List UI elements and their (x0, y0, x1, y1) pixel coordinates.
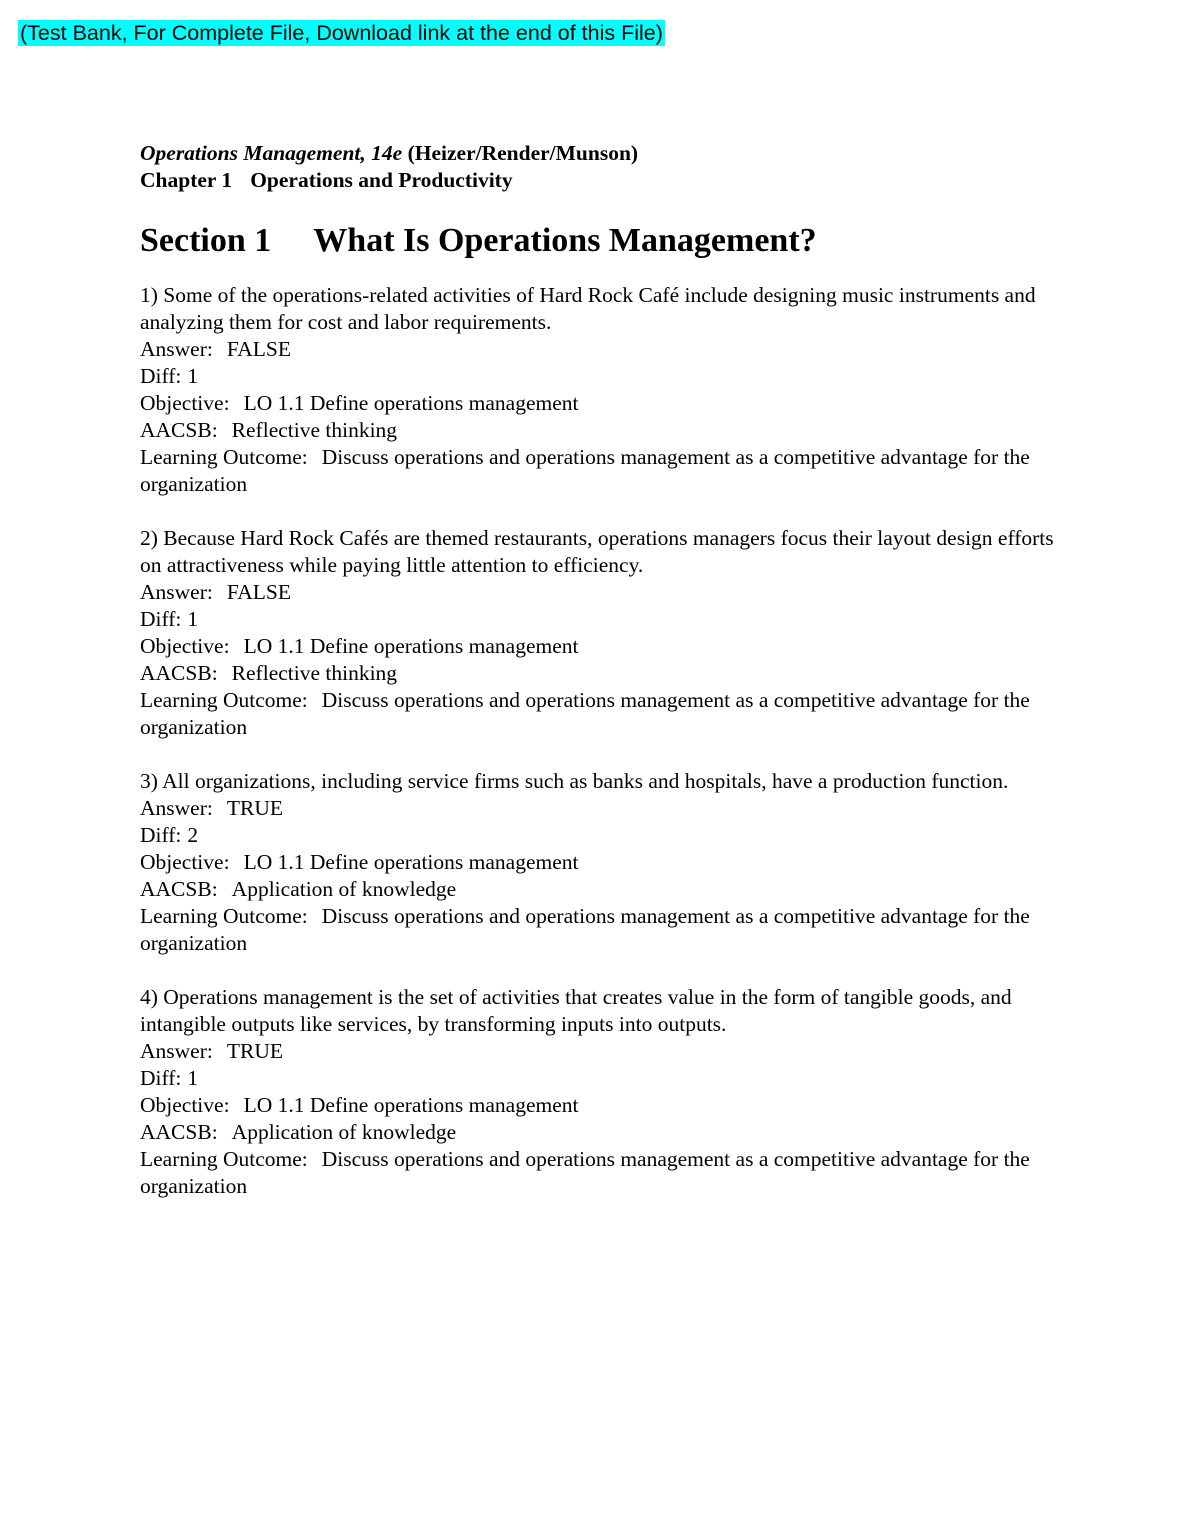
diff-value: 1 (187, 607, 199, 631)
objective-label: Objective: (140, 634, 230, 658)
aacsb-label: AACSB: (140, 877, 218, 901)
learning-outcome-line (140, 687, 1060, 741)
section-title: What Is Operations Management? (313, 222, 817, 259)
answer-label: Answer: (140, 796, 213, 820)
question-text: 1) Some of the operations-related activities of Hard Rock Café include designing music instruments and analyzing them for cost and labor requirements. (140, 283, 1036, 334)
answer-label: Answer: (140, 337, 213, 361)
diff-value: 1 (187, 1066, 199, 1090)
objective-label: Objective: (140, 850, 230, 874)
objective-value: LO 1.1 Define operations management (243, 634, 579, 658)
diff-line (140, 1065, 1060, 1092)
learning-outcome-line (140, 903, 1060, 957)
learning-outcome-label: Learning Outcome: (140, 445, 308, 469)
objective-line (140, 633, 1060, 660)
objective-value: LO 1.1 Define operations management (243, 391, 579, 415)
objective-label: Objective: (140, 391, 230, 415)
diff-label: Diff: (140, 607, 182, 631)
diff-label: Diff: (140, 1066, 182, 1090)
question-item (140, 984, 1060, 1200)
objective-label: Objective: (140, 1093, 230, 1117)
diff-value: 2 (187, 823, 199, 847)
aacsb-line (140, 876, 1060, 903)
download-banner: (Test Bank, For Complete File, Download link at the end of this File) (20, 21, 663, 45)
diff-label: Diff: (140, 364, 182, 388)
aacsb-value: Application of knowledge (231, 1120, 457, 1144)
learning-outcome-label: Learning Outcome: (140, 904, 308, 928)
question-text: 3) All organizations, including service firms such as banks and hospitals, have a production function. (140, 769, 1009, 793)
aacsb-value: Application of knowledge (231, 877, 457, 901)
section-label: Section 1 (140, 222, 272, 259)
aacsb-line (140, 660, 1060, 687)
question-item (140, 768, 1060, 957)
objective-line (140, 1092, 1060, 1119)
answer-line (140, 336, 1060, 363)
question-item (140, 525, 1060, 741)
aacsb-label: AACSB: (140, 661, 218, 685)
diff-value: 1 (187, 364, 199, 388)
objective-value: LO 1.1 Define operations management (243, 850, 579, 874)
aacsb-line (140, 417, 1060, 444)
answer-label: Answer: (140, 1039, 213, 1063)
question-text: 2) Because Hard Rock Cafés are themed restaurants, operations managers focus their layout design efforts on attractiveness while paying little attention to efficiency. (140, 526, 1054, 577)
learning-outcome-label: Learning Outcome: (140, 688, 308, 712)
answer-value: FALSE (226, 337, 291, 361)
learning-outcome-value: Discuss operations and operations management as a competitive advantage for the organization (140, 445, 1030, 496)
learning-outcome-line (140, 444, 1060, 498)
diff-line (140, 606, 1060, 633)
diff-line (140, 822, 1060, 849)
document-body (140, 140, 1060, 1227)
answer-value: FALSE (226, 580, 291, 604)
learning-outcome-value: Discuss operations and operations management as a competitive advantage for the organization (140, 1147, 1030, 1198)
diff-line (140, 363, 1060, 390)
answer-label: Answer: (140, 580, 213, 604)
aacsb-label: AACSB: (140, 418, 218, 442)
objective-line (140, 849, 1060, 876)
aacsb-value: Reflective thinking (231, 661, 398, 685)
chapter-title: Operations and Productivity (250, 168, 513, 192)
learning-outcome-label: Learning Outcome: (140, 1147, 308, 1171)
section-heading (140, 221, 1060, 261)
answer-value: TRUE (226, 796, 283, 820)
learning-outcome-line (140, 1146, 1060, 1200)
objective-line (140, 390, 1060, 417)
aacsb-label: AACSB: (140, 1120, 218, 1144)
question-list (140, 282, 1060, 1200)
question-text: 4) Operations management is the set of activities that creates value in the form of tangible goods, and intangible outputs like services, by transforming inputs into outputs. (140, 985, 1012, 1036)
aacsb-line (140, 1119, 1060, 1146)
book-header (140, 140, 1060, 167)
objective-value: LO 1.1 Define operations management (243, 1093, 579, 1117)
chapter-label: Chapter 1 (140, 168, 233, 192)
question-item (140, 282, 1060, 498)
book-title: Operations Management, 14e (140, 141, 403, 165)
answer-line (140, 795, 1060, 822)
aacsb-value: Reflective thinking (231, 418, 398, 442)
answer-line (140, 579, 1060, 606)
answer-value: TRUE (226, 1039, 283, 1063)
learning-outcome-value: Discuss operations and operations management as a competitive advantage for the organization (140, 904, 1030, 955)
learning-outcome-value: Discuss operations and operations management as a competitive advantage for the organization (140, 688, 1030, 739)
book-authors: (Heizer/Render/Munson) (407, 141, 639, 165)
diff-label: Diff: (140, 823, 182, 847)
chapter-header (140, 167, 1060, 194)
answer-line (140, 1038, 1060, 1065)
